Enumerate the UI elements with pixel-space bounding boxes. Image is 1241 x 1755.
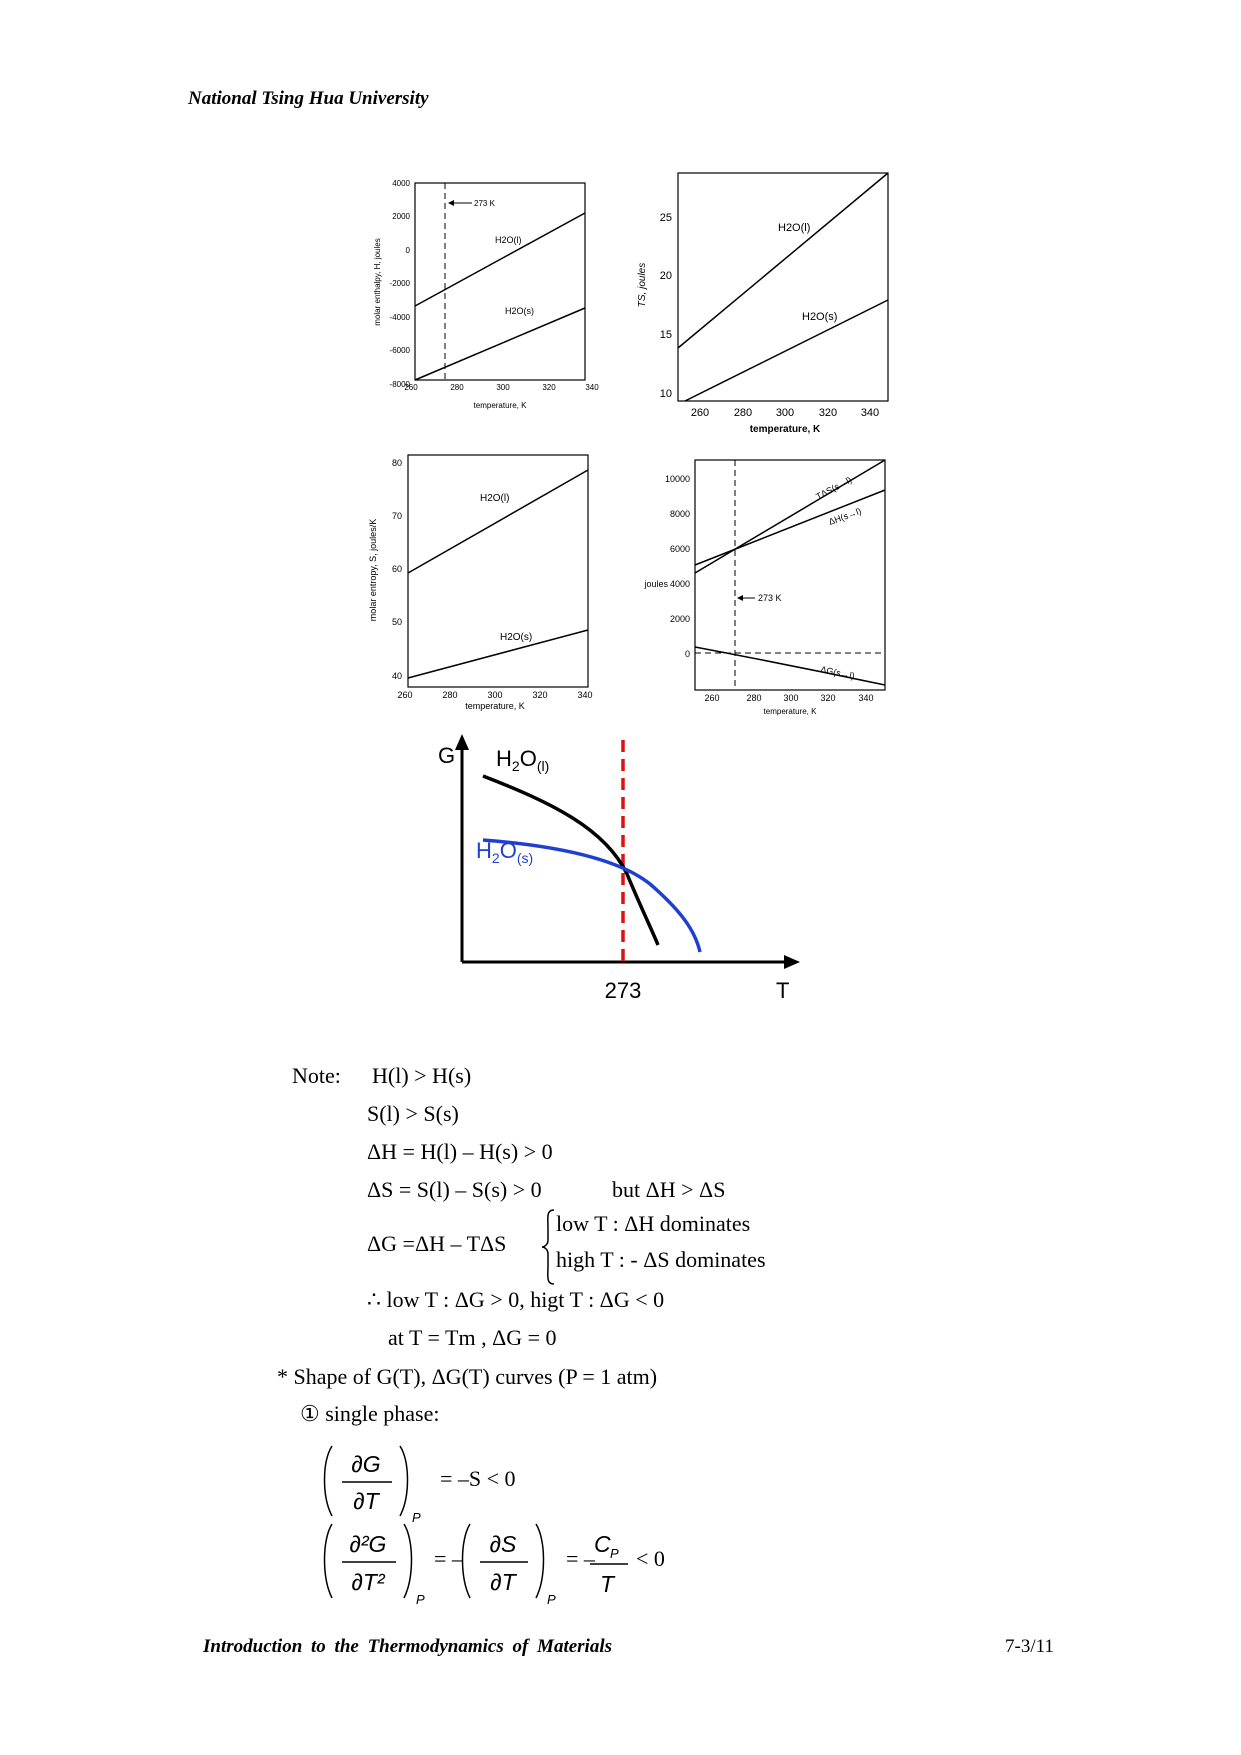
svg-text:∂T²: ∂T² [351, 1569, 385, 1595]
tick: 340 [858, 693, 874, 703]
tick: 300 [775, 407, 795, 419]
note-line-1: H(l) > H(s) [372, 1063, 472, 1088]
svg-text:C: C [594, 1531, 611, 1557]
y-label: joules [644, 579, 668, 589]
dh-label: ΔH(s→l) [827, 505, 863, 527]
x-label: temperature, K [749, 424, 821, 435]
tick: 260 [404, 383, 418, 392]
x-label: temperature, K [465, 701, 525, 711]
equation-1-fraction [320, 1442, 430, 1524]
note-line-2: S(l) > S(s) [367, 1101, 459, 1126]
tick: -8000 [389, 380, 410, 389]
tick: 340 [860, 407, 880, 419]
svg-text:∂S: ∂S [489, 1531, 517, 1557]
note-line-7: at T = Tm , ΔG = 0 [388, 1325, 557, 1350]
equation-2-fraction-c [588, 1522, 638, 1602]
equation-2-eq-a: = – [434, 1546, 463, 1571]
tick: -2000 [389, 279, 410, 288]
svg-text:∂T: ∂T [353, 1488, 379, 1514]
svg-text:∂T: ∂T [490, 1569, 516, 1595]
solid-label: $H_2O_{(s)}$ [476, 838, 534, 866]
tick: 260 [397, 690, 413, 700]
tick: 2000 [392, 212, 410, 221]
y-label: TS, joules [637, 262, 648, 308]
svg-text:∂G: ∂G [351, 1451, 381, 1477]
tick: 20 [659, 270, 672, 282]
svg-text:P: P [416, 1592, 425, 1606]
tick: 2000 [669, 614, 690, 624]
svg-text:T: T [600, 1571, 615, 1597]
svg-text:∂²G: ∂²G [349, 1531, 387, 1557]
tick: 50 [391, 617, 402, 627]
tick: 280 [450, 383, 464, 392]
tick: 320 [532, 690, 548, 700]
equation-2-fraction-b [458, 1520, 558, 1606]
tick: -4000 [389, 313, 410, 322]
note-label: Note: [292, 1063, 341, 1088]
x-axis-label: T [776, 978, 790, 1000]
tick: 40 [391, 671, 402, 681]
solid-label: H2O(s) [505, 306, 534, 316]
solid-label: H2O(s) [802, 311, 838, 323]
tick: 320 [818, 407, 838, 419]
tick: 4000 [669, 579, 690, 589]
brace [540, 1208, 556, 1286]
x-label: temperature, K [763, 707, 817, 716]
marker-label: 273 K [474, 199, 495, 208]
equation-1-rhs: = –S < 0 [440, 1466, 516, 1491]
tick: -6000 [389, 346, 410, 355]
tick: 320 [820, 693, 836, 703]
header-institution: National Tsing Hua University [188, 88, 429, 109]
tick: 340 [577, 690, 593, 700]
tick: 260 [704, 693, 720, 703]
tick: 0 [684, 649, 690, 659]
note-line-6: ∴ low T : ΔG > 0, higt T : ΔG < 0 [367, 1287, 665, 1312]
solid-label: H2O(s) [500, 632, 533, 643]
liquid-label: H2O(l) [480, 493, 510, 504]
brace-line-2: high T : - ΔS dominates [556, 1247, 766, 1272]
tick: 260 [690, 407, 710, 419]
tick: 300 [783, 693, 799, 703]
tick: 15 [659, 329, 672, 341]
svg-text:P: P [412, 1510, 421, 1524]
equation-2-rhs: < 0 [636, 1546, 665, 1571]
x-label: temperature, K [473, 401, 527, 410]
liquid-label: H2O(l) [495, 235, 522, 245]
note-line-5: ΔG =ΔH – TΔS [367, 1231, 507, 1256]
liquid-label: H2O(l) [778, 222, 811, 234]
svg-text:P: P [547, 1592, 556, 1606]
tick: 280 [442, 690, 458, 700]
tick: 80 [391, 458, 402, 468]
tds-label: TΔS(s→l) [814, 474, 854, 502]
tick: 60 [391, 564, 402, 574]
footer-course: Introduction to the Thermodynamics of Materials [203, 1636, 613, 1657]
equation-2-fraction-a [320, 1520, 430, 1606]
tick: 10 [659, 388, 672, 400]
shape-heading: * Shape of G(T), ΔG(T) curves (P = 1 atm) [277, 1364, 658, 1389]
single-phase-heading: ① single phase: [300, 1401, 440, 1426]
tick: 300 [487, 690, 503, 700]
tick: 320 [542, 383, 556, 392]
liquid-label: $H_2O_{(l)}$ [496, 746, 550, 774]
equation-2-eq-b: = – [566, 1546, 595, 1571]
tick: 280 [746, 693, 762, 703]
tick: 8000 [669, 509, 690, 519]
melting-tick-label: 273 [604, 978, 642, 1000]
note-line-3: ΔH = H(l) – H(s) > 0 [367, 1139, 553, 1164]
tick: 25 [659, 212, 672, 224]
note-line-4: ΔS = S(l) – S(s) > 0 [367, 1177, 542, 1202]
brace-line-1: low T : ΔH dominates [556, 1211, 751, 1236]
svg-text:P: P [610, 1546, 619, 1561]
y-axis-label: G [438, 743, 456, 768]
marker-label: 273 K [758, 593, 782, 603]
tick: 340 [585, 383, 599, 392]
page-number: 7-3/11 [1005, 1636, 1054, 1657]
tick: 10000 [664, 474, 690, 484]
tick: 70 [391, 511, 402, 521]
tick: 4000 [392, 179, 410, 188]
tick: 0 [405, 246, 410, 255]
tick: 300 [496, 383, 510, 392]
note-line-4b: but ΔH > ΔS [612, 1177, 726, 1202]
tick: 6000 [669, 544, 690, 554]
tick: 280 [733, 407, 753, 419]
y-label: molar enthalpy, H, joules [373, 238, 382, 326]
dg-label: ΔG(s→l) [819, 664, 856, 682]
y-label: molar entropy, S, joules/K [368, 518, 378, 622]
